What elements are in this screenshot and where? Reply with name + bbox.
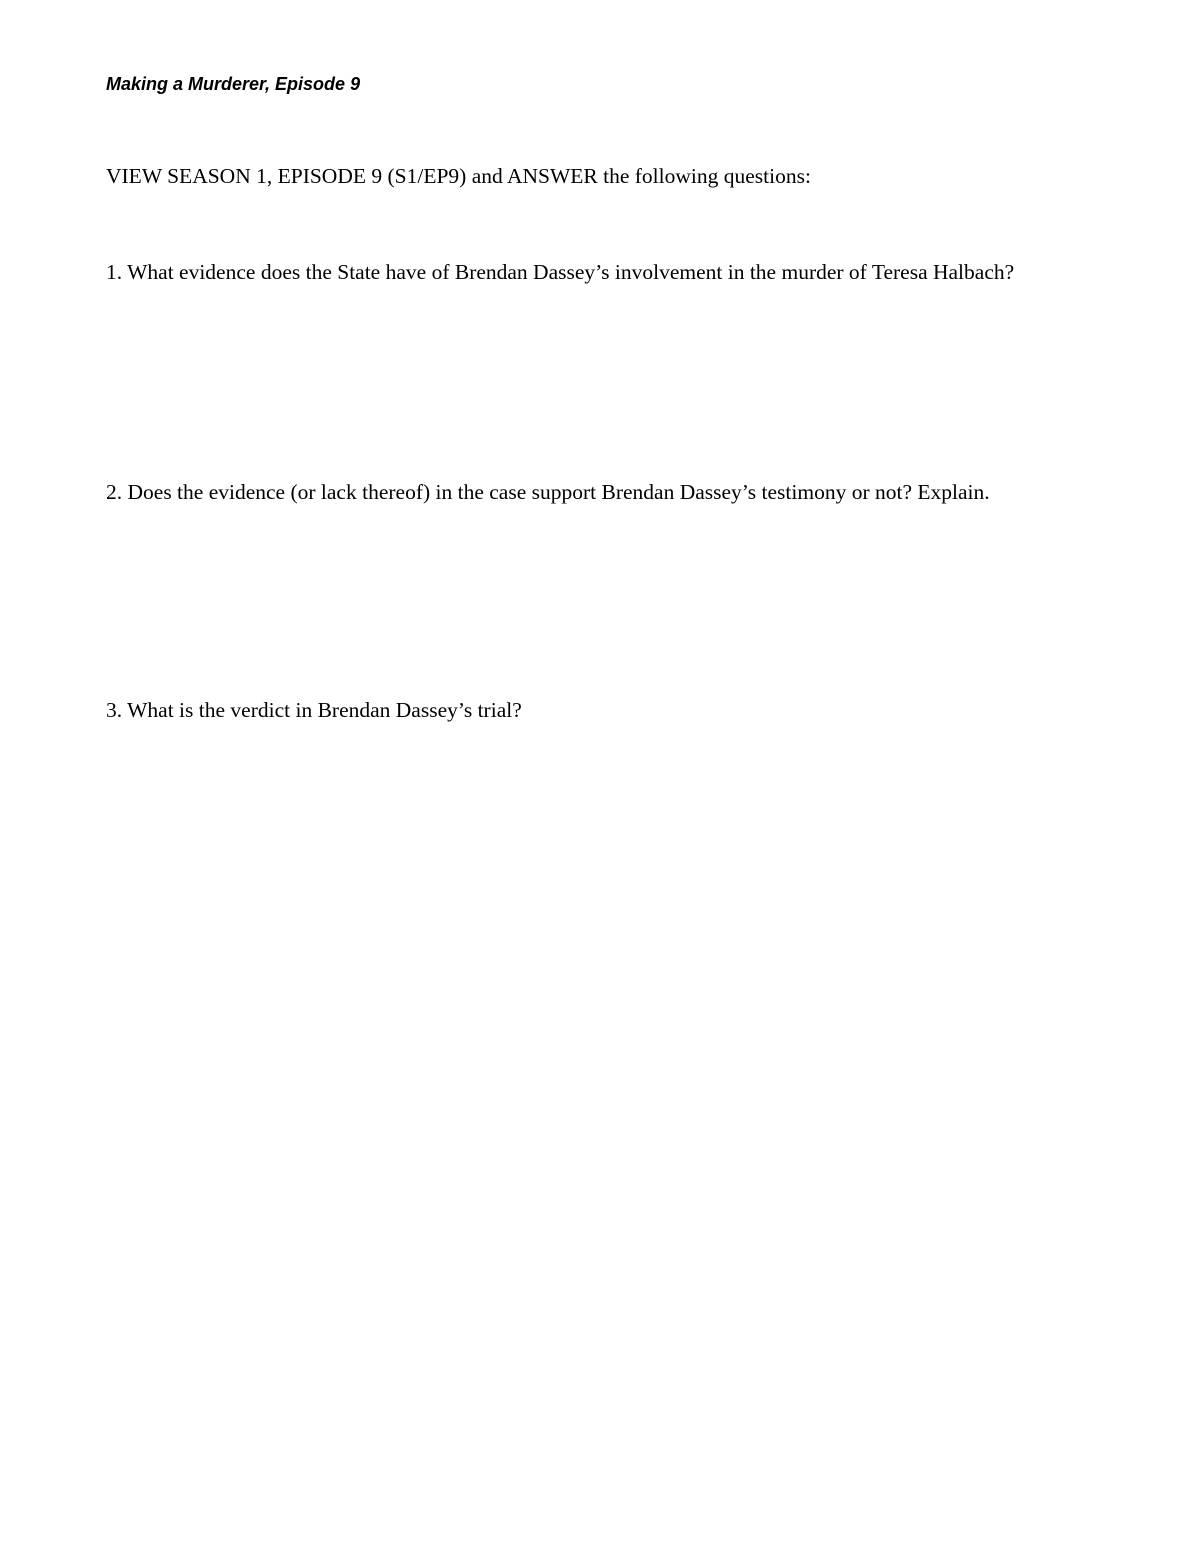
question-1: 1. What evidence does the State have of Brendan Dassey’s involvement in the murder of Teresa Halbach? — [106, 260, 1015, 284]
question-3: 3. What is the verdict in Brendan Dassey’s trial? — [106, 698, 522, 722]
document-header: Making a Murderer, Episode 9 — [106, 74, 361, 94]
question-2: 2. Does the evidence (or lack thereof) in the case support Brendan Dassey’s testimony or not? Explain. — [106, 480, 990, 504]
instructions-text: VIEW SEASON 1, EPISODE 9 (S1/EP9) and ANSWER the following questions: — [106, 164, 811, 188]
